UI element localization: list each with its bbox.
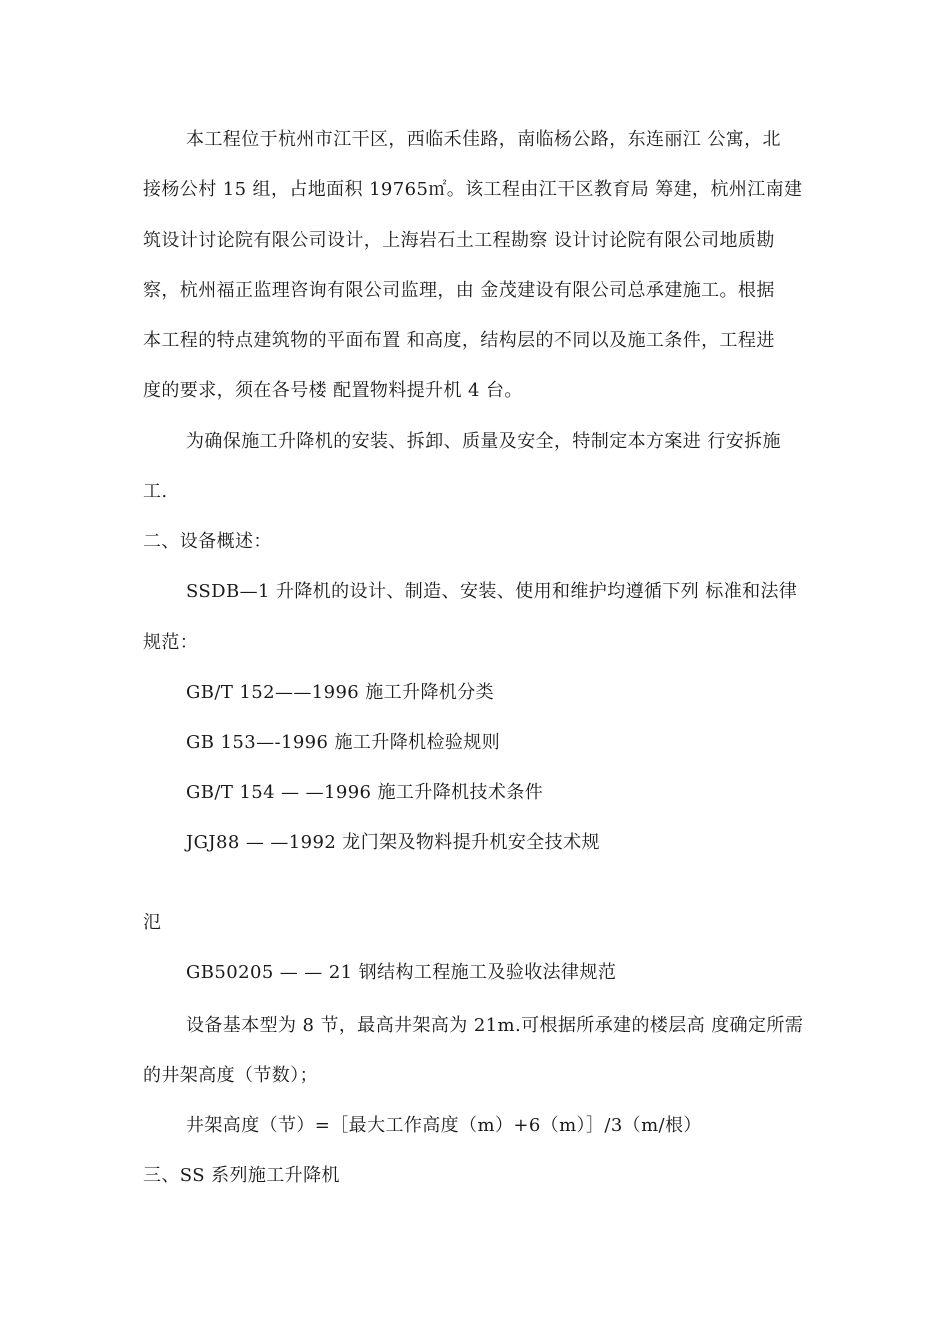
section-heading-ss-series: 三、SS 系列施工升降机 [143,1165,340,1186]
standard-item-5: GB50205 — — 21 钢结构工程施工及验收法律规范 [186,962,617,983]
intro-line-2: 接杨公村 15 组，占地面积 19765㎡。该工程由江干区教育局 筹建，杭州江南建 [143,179,803,200]
config-line-1: 设备基本型为 8 节，最高井架高为 21m.可根据所承建的楼层高 度确定所需 [186,1015,804,1036]
intro-line-1: 本工程位于杭州市江干区，西临禾佳路，南临杨公路，东连丽江 公寓，北 [186,129,781,150]
standard-item-4: JGJ88 — —1992 龙门架及物料提升机安全技术规 [186,832,600,853]
intro-line-6: 度的要求，须在各号楼 配置物料提升机 4 台。 [143,380,523,401]
intro-line-3: 筑设计讨论院有限公司设计，上海岩石土工程勘察 设计讨论院有限公司地质勘 [143,230,775,251]
height-formula: 井架高度（节）=［最大工作高度（m）+6（m）］/3（m/根） [186,1115,702,1136]
standards-intro-line-1: SSDB—1 升降机的设计、制造、安装、使用和维护均遵循下列 标准和法律 [186,581,798,602]
section-heading-equipment-overview: 二、设备概述： [143,531,272,552]
purpose-line-2: 工. [143,481,168,502]
standard-item-4-continuation: 氾 [143,912,162,933]
config-line-2: 的井架高度（节数）； [143,1065,318,1086]
standards-intro-line-2: 规范： [143,632,199,653]
standard-item-3: GB/T 154 — —1996 施工升降机技术条件 [186,782,544,803]
intro-line-4: 察，杭州福正监理咨询有限公司监理，由 金茂建设有限公司总承建施工。根据 [143,280,775,301]
standard-item-2: GB 153—-1996 施工升降机检验规则 [186,732,501,753]
intro-line-5: 本工程的特点建筑物的平面布置 和高度，结构层的不同以及施工条件，工程进 [143,330,775,351]
purpose-line-1: 为确保施工升降机的安装、拆卸、质量及安全，特制定本方案进 行安拆施 [186,431,781,452]
standard-item-1: GB/T 152——1996 施工升降机分类 [186,682,495,703]
